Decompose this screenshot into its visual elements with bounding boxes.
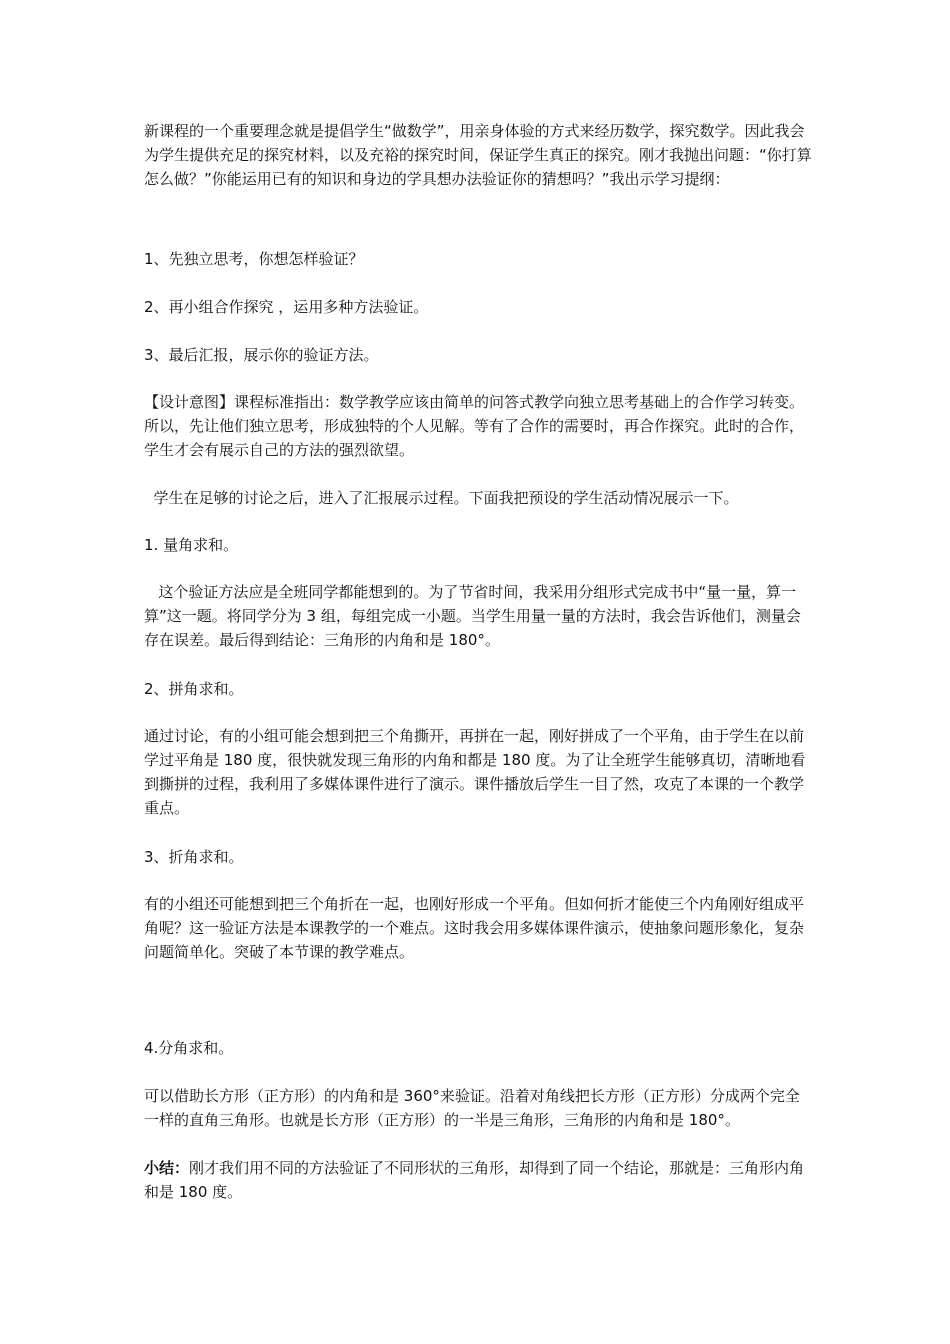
method-4-body: 可以借助长方形（正方形）的内角和是 360°来验证。沿着对角线把长方形（正方形）分成两个完全一样的直角三角形。也就是长方形（正方形）的一半是三角形，三角形的内角和是 180°。 [144,1087,800,1129]
intro-paragraph: 新课程的一个重要理念就是提倡学生“做数学”，用亲身体验的方式来经历数学，探究数学。因此我会为学生提供充足的探究材料，以及充裕的探究时间，保证学生真正的探究。刚才我抛出问题：“你打算怎么做？”你能运用已有的知识和身边的学具想办法验证你的猜想吗？”我出示学习提纲： [144,122,812,188]
method-1-title: 1. 量角求和。 [144,536,239,554]
method-2-body: 通过讨论，有的小组可能会想到把三个角撕开，再拼在一起，刚好拼成了一个平角，由于学生在以前学过平角是 180 度，很快就发现三角形的内角和都是 180 度。为了让全班学生能够真切，清晰地看到撕拼的过程，我利用了多媒体课件进行了演示。课件播放后学生一目了然，攻克了本课的一个教学重点。 [144,727,806,817]
method-1-body: 这个验证方法应是全班同学都能想到的。为了节省时间，我采用分组形式完成书中“量一量，算一算”这一题。将同学分为 3 组，每组完成一小题。当学生用量一量的方法时，我会告诉他们，测量会存在误差。最后得到结论：三角形的内角和是 180°。 [144,583,801,649]
method-3-body: 有的小组还可能想到把三个角折在一起，也刚好形成一个平角。但如何折才能使三个内角刚好组成平角呢？这一验证方法是本课教学的一个难点。这时我会用多媒体课件演示，使抽象问题形象化，复杂问题简单化。突破了本节课的教学难点。 [144,895,805,961]
transition-paragraph: 学生在足够的讨论之后，进入了汇报展示过程。下面我把预设的学生活动情况展示一下。 [144,489,739,507]
step-3: 3、最后汇报，展示你的验证方法。 [144,346,379,364]
method-4-title: 4.分角求和。 [144,1039,234,1057]
step-2: 2、再小组合作探究 ，运用多种方法验证。 [144,298,429,316]
summary-body: 刚才我们用不同的方法验证了不同形状的三角形，却得到了同一个结论，那就是：三角形内角和是 180 度。 [144,1159,805,1201]
step-1: 1、先独立思考，你想怎样验证？ [144,250,364,268]
summary-paragraph [144,1156,814,1204]
design-intent-paragraph: 【设计意图】课程标准指出：数学教学应该由简单的问答式教学向独立思考基础上的合作学习转变。所以，先让他们独立思考，形成独特的个人见解。等有了合作的需要时，再合作探究。此时的合作，学生才会有展示自己的方法的强烈欲望。 [144,393,805,459]
method-3-title: 3、折角求和。 [144,848,244,866]
method-2-title: 2、拼角求和。 [144,680,244,698]
summary-label: 小结： [144,1159,190,1177]
